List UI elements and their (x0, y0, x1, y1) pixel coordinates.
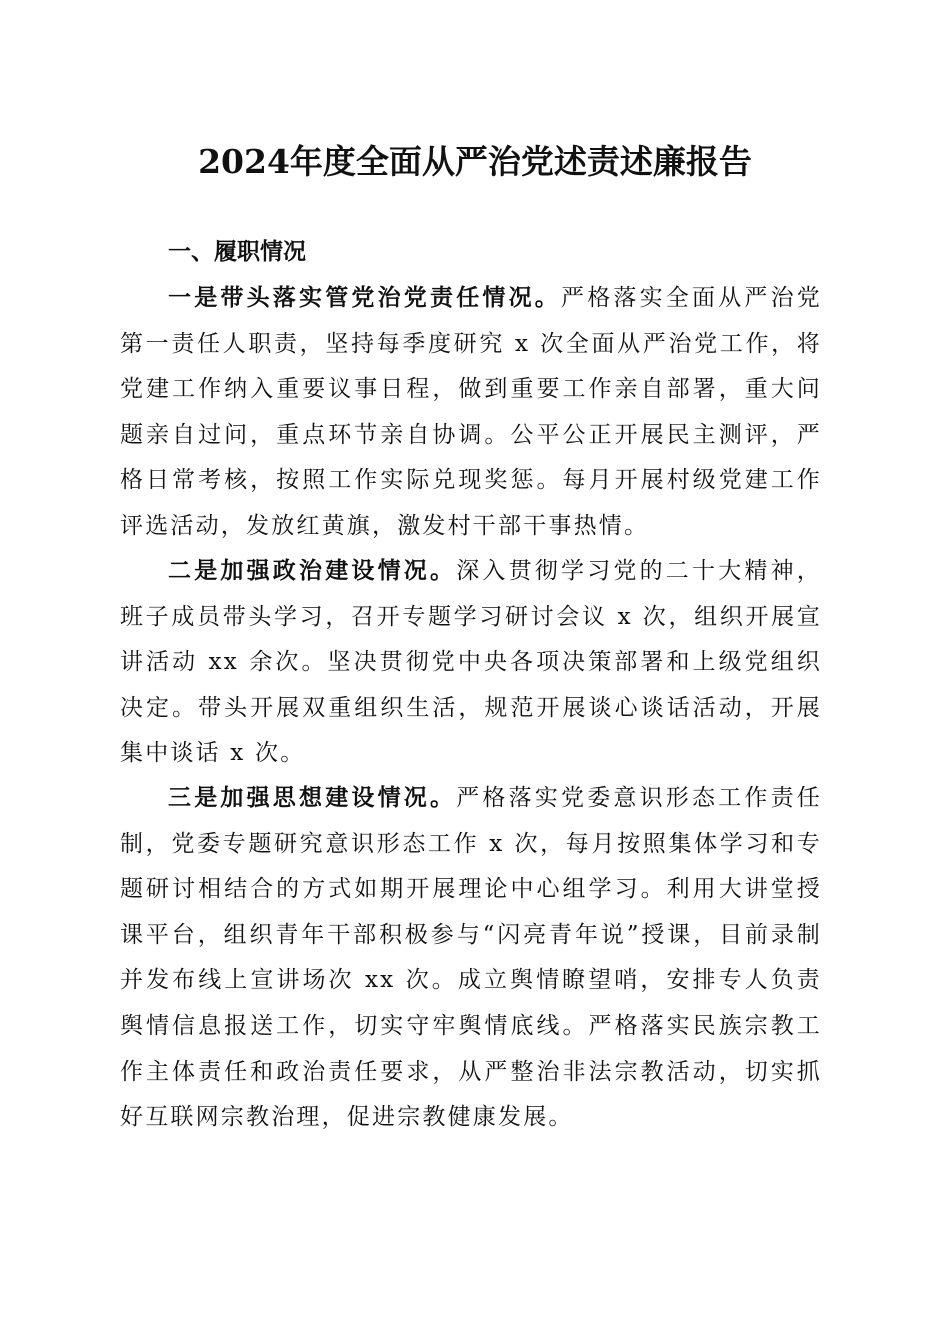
paragraph-2-lead: 二是加强政治建设情况。 (168, 557, 457, 584)
paragraph-1 (120, 275, 822, 550)
paragraph-3-body: 严格落实党委意识形态工作责任制，党委专题研究意识形态工作 x 次，每月按照集体学习和专题研讨相结合的方式如期开展理论中心组学习。利用大讲堂授课平台，组织青年干部积极参与“闪亮青年说”授课，目前录制并发布线上宣讲场次 xx 次。成立舆情瞭望哨，安排专人负责舆情信息报送工作，切实守牢舆情底线。严格落实民族宗教工作主体责任和政治责任要求，从严整治非法宗教活动，切实抓好互联网宗教治理，促进宗教健康发展。 (120, 785, 822, 1131)
paragraph-1-lead: 一是带头落实管党治党责任情况。 (168, 284, 561, 311)
document-title: 2024年度全面从严治党述责述廉报告 (198, 142, 752, 181)
paragraph-2 (120, 548, 822, 777)
paragraph-1-body: 严格落实全面从严治党第一责任人职责，坚持每季度研究 x 次全面从严治党工作，将党建工作纳入重要议事日程，做到重要工作亲自部署，重大问题亲自过问，重点环节亲自协调。公平公正开展民主测评，严格日常考核，按照工作实际兑现奖惩。每月开展村级党建工作评选活动，发放红黄旗，激发村干部干事热情。 (120, 285, 822, 539)
paragraph-2-body: 深入贯彻学习党的二十大精神，班子成员带头学习，召开专题学习研讨会议 x 次，组织开展宣讲活动 xx 余次。坚决贯彻党中央各项决策部署和上级党组织决定。带头开展双重组织生活，规范开展谈心谈话活动，开展集中谈话 x 次。 (120, 558, 822, 767)
paragraph-3 (120, 775, 822, 1141)
paragraph-3-lead: 三是加强思想建设情况。 (168, 784, 457, 811)
section-heading: 一、履职情况 (168, 239, 306, 265)
